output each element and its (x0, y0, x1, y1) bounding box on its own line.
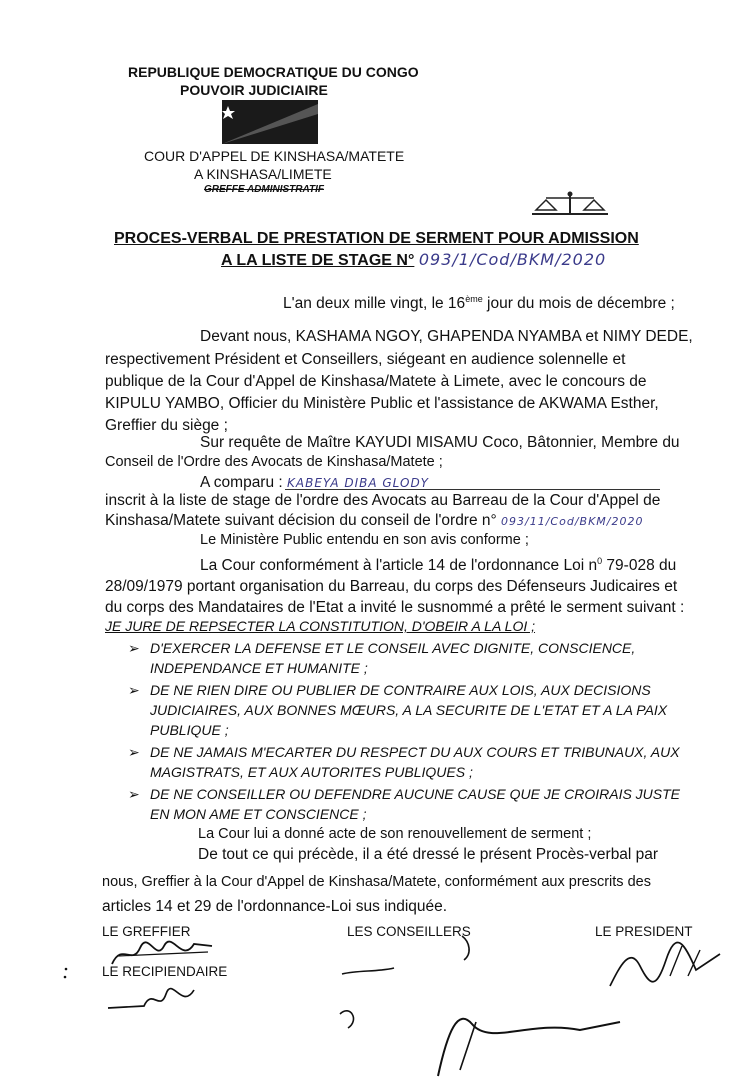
para3-line2 (105, 512, 644, 530)
bullet-arrow-icon: ➢ (128, 786, 140, 802)
clerk-label: LE GREFFIER (102, 924, 191, 939)
clerk-signature (108, 936, 218, 972)
para5-line3: du corps des Mandataires de l'Etat a invité le susnommé a prêté le serment suivant : (105, 599, 685, 616)
oath-bullet-3 (128, 744, 140, 761)
oath-item-2-line1: DE NE RIEN DIRE OU PUBLIER DE CONTRAIRE AUX LOIS, AUX DECISIONS (150, 682, 651, 698)
para1-line4: KIPULU YAMBO, Officier du Ministère Public et l'assistance de AKWAMA Esther, (105, 395, 659, 412)
para5-line2: 28/09/1979 portant organisation du Barreau, du corps des Défenseurs Judicaires et (105, 578, 678, 595)
para1-line3: publique de la Cour d'Appel de Kinshasa/Matete à Limete, avec le concours de (105, 373, 647, 390)
councillor-signature-2 (330, 1000, 630, 1078)
bullet-arrow-icon: ➢ (128, 744, 140, 760)
date-text-b: jour du mois de décembre ; (482, 295, 675, 313)
closing-line2: De tout ce qui précède, il a été dressé le présent Procès-verbal par (198, 846, 659, 863)
councillor-signature-1 (338, 930, 498, 986)
oath-intro: JE JURE DE REPSECTER LA CONSTITUTION, D'OBEIR A LA LOI ; (105, 618, 536, 634)
oath-item-2-line3: PUBLIQUE ; (150, 722, 229, 738)
bullet-arrow-icon: ➢ (128, 682, 140, 698)
para5-text-b: 79-028 du (602, 557, 677, 575)
header-registry: GREFFE ADMINISTRATIF (204, 184, 324, 195)
oath-item-3-line1: DE NE JAMAIS M'ECARTER DU RESPECT DU AUX COURS ET TRIBUNAUX, AUX (150, 744, 680, 760)
para5-superscript: 0 (597, 556, 603, 566)
closing-line4: articles 14 et 29 de l'ordonnance-Loi sus indiquée. (102, 898, 448, 915)
stage-number-handwritten: 093/1/Cod/BKM/2020 (418, 250, 607, 269)
recipient-label: LE RECIPIENDAIRE (102, 964, 228, 979)
para3-text: Kinshasa/Matete suivant décision du conseil de l'ordre n° (105, 512, 497, 529)
date-text-a: L'an deux mille vingt, le 16 (283, 295, 466, 313)
appeared-label: A comparu : (200, 474, 283, 491)
scales-of-justice-icon (528, 190, 612, 218)
oath-item-4-line1: DE NE CONSEILLER OU DEFENDRE AUCUNE CAUSE QUE JE CROIRAIS JUSTE (150, 786, 681, 802)
para1-line5: Greffier du siège ; (105, 417, 228, 434)
header-power: POUVOIR JUDICIAIRE (180, 82, 328, 98)
oath-item-3-line2: MAGISTRATS, ET AUX AUTORITES PUBLIQUES ; (150, 764, 473, 780)
oath-item-2-line2: JUDICIAIRES, AUX BONNES MŒURS, A LA SECURITE DE L'ETAT ET A LA PAIX (150, 702, 668, 718)
recipient-signature (104, 982, 214, 1018)
oath-bullet-4 (128, 786, 140, 803)
header-city: A KINSHASA/LIMETE (194, 166, 332, 182)
doc-title-prefix: A LA LISTE DE STAGE N° (221, 252, 415, 269)
oath-item-1-line2: INDEPENDANCE ET HUMANITE ; (150, 660, 368, 676)
decision-number-handwritten: 093/11/Cod/BKM/2020 (501, 515, 644, 528)
drc-flag (222, 100, 318, 144)
para2-line1: Sur requête de Maître KAYUDI MISAMU Coco, Bâtonnier, Membre du (200, 434, 680, 451)
candidate-name-handwritten: KABEYA DIBA GLODY (287, 476, 430, 490)
bullet-arrow-icon: ➢ (128, 640, 140, 656)
appeared-underline (285, 489, 660, 490)
para3-line1: inscrit à la liste de stage de l'ordre des Avocats au Barreau de la Cour d'Appel de (105, 492, 661, 509)
president-label: LE PRESIDENT (595, 924, 693, 939)
para1-line1: Devant nous, KASHAMA NGOY, GHAPENDA NYAMBA et NIMY DEDE, (200, 328, 693, 345)
para5-line1 (200, 556, 676, 575)
para1-line2: respectivement Président et Conseillers, siégeant en audience solennelle et (105, 351, 626, 368)
oath-bullet-1 (128, 640, 140, 657)
doc-title-line2 (221, 250, 606, 270)
para4: Le Ministère Public entendu en son avis conforme ; (200, 532, 529, 548)
oath-bullet-2 (128, 682, 140, 699)
closing-line1: La Cour lui a donné acte de son renouvellement de serment ; (198, 826, 592, 842)
para2-line2: Conseil de l'Ordre des Avocats de Kinshasa/Matete ; (105, 454, 443, 470)
oath-item-1-line1: D'EXERCER LA DEFENSE ET LE CONSEIL AVEC DIGNITE, CONSCIENCE, (150, 640, 636, 656)
doc-title-line1: PROCES-VERBAL DE PRESTATION DE SERMENT POUR ADMISSION (114, 230, 639, 247)
header-court: COUR D'APPEL DE KINSHASA/MATETE (144, 148, 405, 164)
president-signature (600, 936, 730, 996)
closing-line3: nous, Greffier à la Cour d'Appel de Kinshasa/Matete, conformément aux prescrits des (102, 874, 651, 890)
header-country: REPUBLIQUE DEMOCRATIQUE DU CONGO (128, 64, 419, 80)
margin-mark (62, 966, 70, 980)
oath-item-4-line2: EN MON AME ET CONSCIENCE ; (150, 806, 367, 822)
date-superscript: ème (465, 294, 483, 304)
para5-text-a: La Cour conformément à l'article 14 de l'ordonnance Loi n (200, 557, 598, 575)
councillors-label: LES CONSEILLERS (347, 924, 471, 939)
date-line (283, 294, 675, 313)
